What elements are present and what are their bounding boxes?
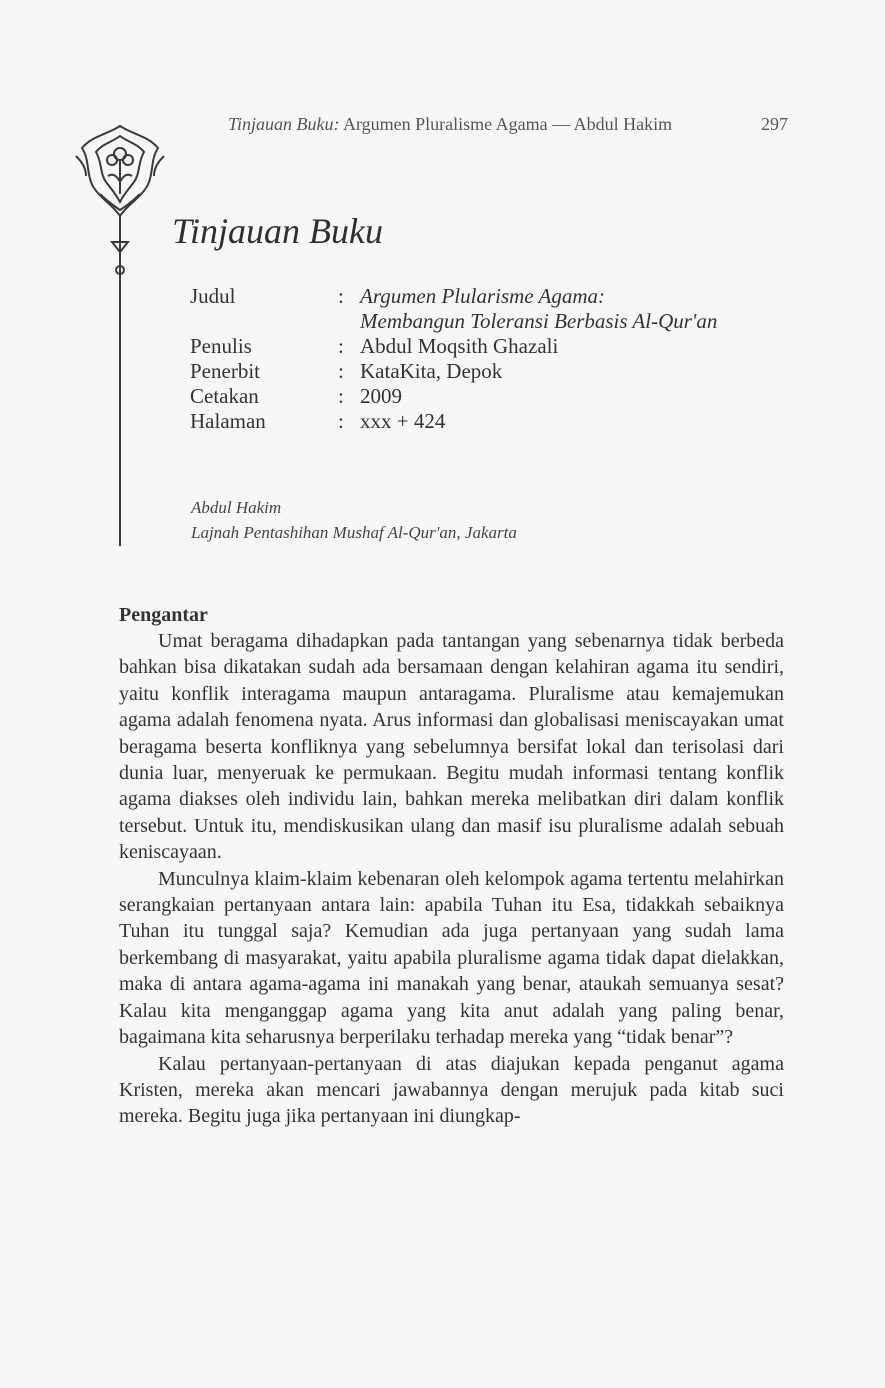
paragraph: Munculnya klaim-klaim kebenaran oleh kelompok agama tertentu melahirkan serangkaian pertanyaan antara lain: apabila Tuhan itu Esa, tidakkah sebaiknya Tuhan itu tunggal saja? Kemudian ada juga pertanyaan yang sudah lama berkembang di masyarakat, yaitu apabila pluralisme agama tidak dapat dielakkan, maka di antara agama-agama ini manakah yang benar, ataukah semuanya sesat? Kalau kita menganggap agama yang kita anut adalah yang paling benar, bagaimana kita seharusnya berperilaku terhadap mereka yang “tidak benar”? <box>119 867 784 1049</box>
book-info-value: KataKita, Depok <box>360 359 503 383</box>
book-info-value-continued: Membangun Toleransi Berbasis Al-Qur'an <box>360 309 718 333</box>
page-number: 297 <box>761 114 788 134</box>
ornament-icon <box>72 120 168 280</box>
book-info-colon: : <box>338 409 344 433</box>
book-info-colon: : <box>338 284 344 308</box>
book-info-label: Cetakan <box>190 384 259 408</box>
book-info-colon: : <box>338 384 344 408</box>
book-info-value: Abdul Moqsith Ghazali <box>360 334 559 358</box>
paragraph: Umat beragama dihadapkan pada tantangan yang sebenarnya tidak berbeda bahkan bisa dikatakan sudah ada bersamaan dengan kelahiran agama itu sendiri, yaitu konflik interagama maupun antaragama. Pluralisme atau kemajemukan agama adalah fenomena nyata. Arus informasi dan globalisasi meniscayakan umat beragama beserta konfliknya yang sebelumnya bersifat lokal dan terisolasi dari dunia luar, menyeruak ke permukaan. Begitu mudah informasi tentang konflik agama diakses oleh individu lain, bahkan mereka melibatkan diri dalam konflik tersebut. Untuk itu, mendiskusikan ulang dan masif isu pluralisme adalah sebuah keniscayaan. <box>119 630 784 864</box>
running-header-label: Tinjauan Buku: <box>228 114 340 134</box>
running-header <box>228 114 788 135</box>
book-info-row <box>190 309 717 334</box>
book-info-table <box>190 284 717 434</box>
book-info-value: Argumen Plularisme Agama: <box>360 284 605 308</box>
running-header-title: Argumen Pluralisme Agama — Abdul Hakim <box>343 114 673 134</box>
margin-rule <box>119 268 121 546</box>
book-info-value: 2009 <box>360 384 402 408</box>
book-info-row <box>190 359 717 384</box>
book-info-row <box>190 409 717 434</box>
book-info-row <box>190 334 717 359</box>
book-info-label: Judul <box>190 284 236 308</box>
book-info-colon: : <box>338 334 344 358</box>
reviewer-block <box>191 495 517 545</box>
book-info-label: Penerbit <box>190 359 260 383</box>
paragraph: Kalau pertanyaan-pertanyaan di atas diajukan kepada penganut agama Kristen, mereka akan mencari jawabannya dengan merujuk pada kitab suci mereka. Begitu juga jika pertanyaan ini diungkap- <box>119 1052 784 1128</box>
reviewer-affiliation: Lajnah Pentashihan Mushaf Al-Qur'an, Jakarta <box>191 523 517 542</box>
book-info-row <box>190 384 717 409</box>
book-info-row <box>190 284 717 309</box>
book-info-value: xxx + 424 <box>360 409 446 433</box>
section-heading: Pengantar <box>119 604 208 626</box>
book-info-label: Halaman <box>190 409 266 433</box>
section-title: Tinjauan Buku <box>172 211 384 251</box>
reviewer-name: Abdul Hakim <box>191 498 282 517</box>
book-info-label: Penulis <box>190 334 252 358</box>
body-text <box>119 602 784 1130</box>
book-info-colon: : <box>338 359 344 383</box>
